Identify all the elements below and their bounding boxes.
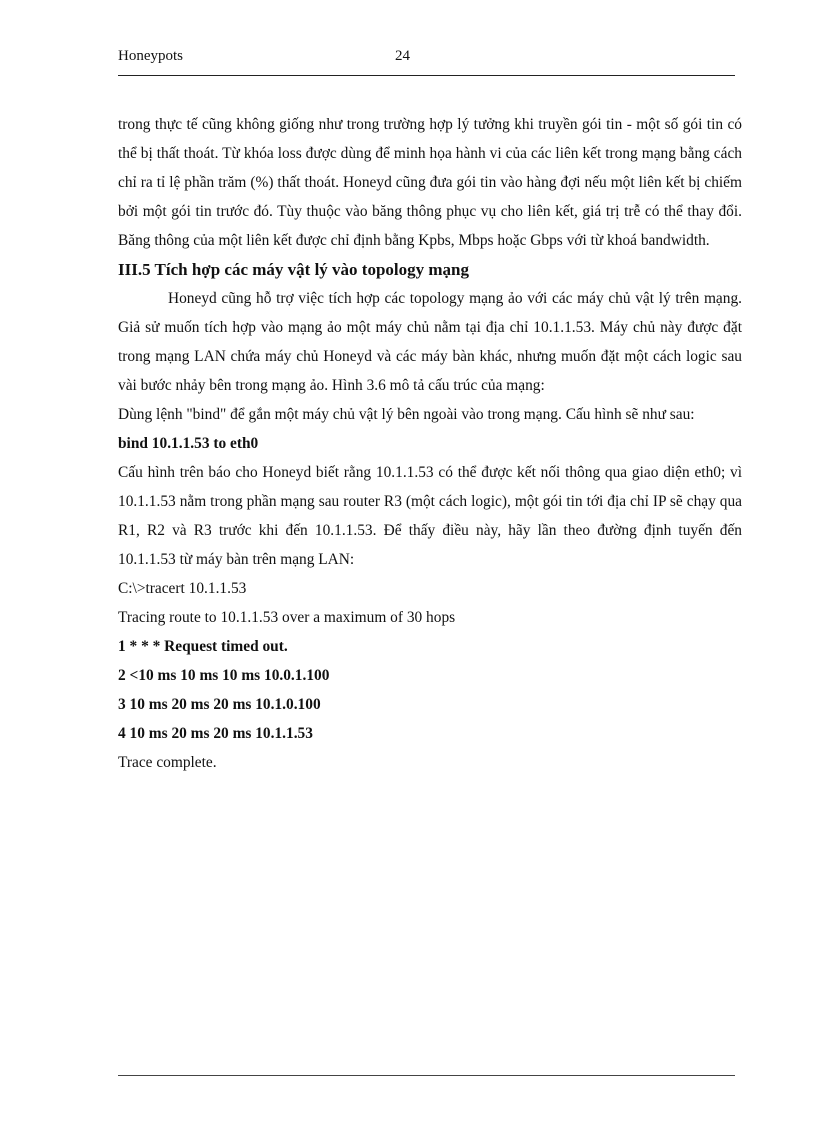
tracert-hop: 4 10 ms 20 ms 20 ms 10.1.1.53 <box>118 725 313 742</box>
tracert-command: C:\>tracert 10.1.1.53 <box>118 580 247 597</box>
paragraph-bind-intro: Dùng lệnh "bind" để gắn một máy chủ vật lý bên ngoài vào trong mạng. Cấu hình sẽ như sau: <box>118 406 695 423</box>
page-body <box>118 110 742 777</box>
running-title: Honeypots <box>118 48 183 64</box>
bind-command: bind 10.1.1.53 to eth0 <box>118 435 259 452</box>
paragraph-bind-explanation: Cấu hình trên báo cho Honeyd biết rằng 10.1.1.53 có thể được kết nối thông qua giao diện eth0; vì 10.1.1.53 nằm trong phần mạng sau router R3 (một cách logic), một gói tin tới địa chỉ IP sẽ chạy qua R1, R2 và R3 trước khi đến 10.1.1.53. Để thấy điều này, hãy lần theo đường định tuyến đến 10.1.1.53 từ máy bàn trên mạng LAN: <box>118 464 742 568</box>
page-number: 24 <box>395 48 410 64</box>
tracert-header: Tracing route to 10.1.1.53 over a maximum of 30 hops <box>118 609 456 626</box>
paragraph-loss-bandwidth: trong thực tế cũng không giống như trong trường hợp lý tưởng khi truyền gói tin - một số gói tin có thể bị thất thoát. Từ khóa loss được dùng để minh họa hành vi của các liên kết trong mạng bằng cách chỉ ra tỉ lệ phần trăm (%) thất thoát. Honeyd cũng đưa gói tin vào hàng đợi nếu một liên kết bị chiếm bởi một gói tin trước đó. Tùy thuộc vào băng thông phục vụ cho liên kết, giá trị trễ có thể thay đổi. Băng thông của một liên kết được chỉ định bằng Kpbs, Mbps hoặc Gbps với từ khoá bandwidth. <box>118 116 742 249</box>
trace-complete: Trace complete. <box>118 754 217 771</box>
paragraph-physical-integration: Honeyd cũng hỗ trợ việc tích hợp các topology mạng ảo với các máy chủ vật lý trên mạng. Giả sử muốn tích hợp vào mạng ảo một máy chủ nằm tại địa chỉ 10.1.1.53. Máy chủ này được đặt trong mạng LAN chứa máy chủ Honeyd và các máy bàn khác, nhưng muốn đặt một cách logic sau vài bước nhảy bên trong mạng ảo. Hình 3.6 mô tả cấu trúc của mạng: <box>118 290 742 394</box>
section-heading: III.5 Tích hợp các máy vật lý vào topology mạng <box>118 260 470 279</box>
tracert-hop: 3 10 ms 20 ms 20 ms 10.1.0.100 <box>118 696 321 713</box>
tracert-hop: 1 * * * Request timed out. <box>118 638 288 655</box>
header-rule <box>118 75 735 76</box>
footer-rule <box>118 1075 735 1076</box>
tracert-hop: 2 <10 ms 10 ms 10 ms 10.0.1.100 <box>118 667 330 684</box>
